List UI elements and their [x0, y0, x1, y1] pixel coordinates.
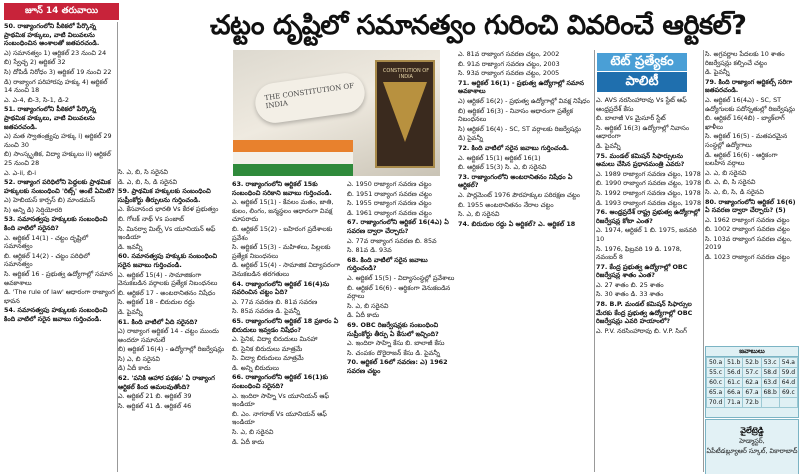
answer-key-table — [706, 357, 798, 408]
answer-cell: 63.d — [761, 378, 779, 388]
constitution-photo — [233, 50, 440, 176]
answer-cell: 68.b — [761, 388, 779, 398]
question-text: 54. సమానత్వపు హక్కులకు సంబంధించి కింది వాటిలో సరైన జవాబు గుర్తించండి. — [4, 306, 108, 323]
answer-cell: 51.b — [725, 358, 743, 368]
answer-cell — [761, 398, 779, 408]
option-text: డి) పైవన్నీ — [458, 134, 484, 143]
option-text: ఎ) రాజ్యాంగ ఆర్టికల్ 14 - చట్టం ముందు అందరూ సమానులే — [118, 327, 219, 344]
answer-cell: 57.c — [743, 368, 761, 378]
option-text: డి. అన్ని బిరుదులు — [232, 363, 279, 372]
option-text: ఎ. 1974, ఆర్టికల్ 1 బి. 1975, జనవరి 10 — [596, 226, 697, 243]
constitution-book: CONSTITUTION OF INDIA — [375, 60, 435, 168]
option-text: బి. సైనిక బిరుదులు మాత్రమే — [232, 344, 303, 353]
option-text: సి. 103వ రాజ్యాంగ సవరణ చట్టం, 2019 — [705, 234, 792, 252]
option-text: ఎ. ఇందిరా సాహ్ని కేసు బి. బాలాజీ కేసు — [347, 339, 445, 348]
option-text: ఎ. P.V. నరసింహారావు బి. V.P. సింగ్ — [596, 326, 687, 335]
option-text: సి. మినర్వా మిల్స్ Vs యూనియన్ ఆఫ్ ఇండియా — [118, 224, 216, 242]
option-text: సి. ఆర్టికల్ 16(5) - మతపరమైన సంస్థల్లో ఉద్యోగాలు — [705, 132, 788, 149]
option-text: సి. 81వ డి. 93వ — [347, 246, 392, 255]
article-headline: చట్టం దృష్టిలో సమానత్వం గురించి వివరించే ఆర్టికల్? — [210, 10, 747, 41]
question-column-1 — [4, 22, 116, 472]
question-text: 51. రాజ్యాంగంలోని పీఠికలో పేర్కొన్న ప్రాథమిక హక్కులు, వాటి విలువలను జతపరచండి. — [4, 105, 96, 131]
option-text: బి. 1955 అంటరానితనం నేరాల చట్టం — [458, 200, 554, 209]
option-text: ఎ. పార్లమెంట్ 1976 పౌరహక్కుల పరిరక్షణ చట్టం — [458, 190, 580, 199]
option-text: ఎ. ఆర్టికల్ 16(4ఎ) - SC, ST ఉద్యోగులకు పదోన్నతుల్లో రిజర్వేషన్లు — [705, 95, 795, 113]
author-name: వైలేట్రెడ్డి — [740, 426, 764, 435]
question-text: 72. కింది వాటిలో సరైన జవాబు గుర్తించండి. — [458, 143, 570, 152]
question-text: 61. కింది వాటిలో ఏది సరైనది? — [118, 317, 198, 326]
option-text: సి. ఆర్టికల్ 16 - ప్రభుత్వ ఉద్యోగాల్లో సమాన అవకాశాలు — [4, 270, 113, 287]
answer-cell: 55.c — [707, 368, 725, 378]
answer-cell: 62.a — [743, 378, 761, 388]
answer-cell: 60.c — [707, 378, 725, 388]
option-text: సి. 30 శాతం డి. 33 శాతం — [596, 290, 664, 299]
answer-cell: 67.a — [743, 388, 761, 398]
option-text: బి) ఆర్టికల్ 16(4) - ఉద్యోగాల్లో రిజర్వేషన్లు — [118, 345, 225, 354]
answer-cell: 64.d — [779, 378, 797, 388]
question-text: 74. బిరుదుల రద్దు ఏ ఆర్టికల్? ఎ. ఆర్టికల్ 18 — [458, 219, 576, 228]
question-text: 60. సమానత్వపు హక్కుకు సంబంధించి సరైన జవాబు గుర్తించండి. — [118, 252, 217, 269]
option-text: ఎ. ఎ-ii, బి-i — [4, 168, 37, 177]
option-text: సి. అగ్రవర్ణాల పేదలకు 10 శాతం రిజర్వేషన్లు కల్పించే చట్టం — [705, 50, 785, 67]
option-text: సి. 93వ రాజ్యాంగ సవరణ చట్టం, 2005 — [458, 69, 560, 78]
question-column-7 — [705, 50, 797, 344]
question-text: 79. కింది రాజ్యాంగ ఆర్టికల్స్ సరిగా జతపరచండి. — [705, 77, 793, 95]
option-text: ఎ. 1950 రాజ్యాంగ సవరణ చట్టం — [347, 180, 432, 188]
option-text: బి. ఆర్టికల్ 17 - అంటరానితనం నిషేధం — [118, 288, 216, 297]
option-text: ఎ. ఆర్టికల్ 15(4) - సామాజికంగా వెనుకబడిన వర్గాలకు ప్రత్యేక నిబంధనలు — [118, 270, 218, 288]
option-text: సి) దోపిడీ నిరోధం 3) ఆర్టికల్ 19 నుంచి 22 — [4, 67, 112, 76]
option-text: డి) రాజ్యాంగ పరిహారపు హక్కు 4) ఆర్టికల్ 14 నుంచి 18 — [4, 77, 108, 95]
answer-cell: 61.c — [725, 378, 743, 388]
option-text: ఎ. 1962 రాజ్యాంగ సవరణ చట్టం — [705, 215, 790, 224]
option-text: ఎ. AVS నరసింహారావు Vs స్టేట్ ఆఫ్ ఆంధ్రప్రదేశ్ కేసు — [596, 96, 687, 113]
answer-key-title: జవాబులు — [706, 347, 798, 357]
question-text: 52. రాజ్యాంగ పరిధిలోని పెద్దలకు ప్రాథమిక హక్కులకు సంబంధించి 'రిట్స్' అంటే ఏమిటి? — [4, 178, 115, 195]
option-text: సి. ఎ, బి సరైనవి — [458, 210, 500, 219]
author-place: ఏపీటీడబ్ల్యూఆర్ స్కూల్, వికారాబాద్ — [706, 447, 798, 455]
option-text: బి. ఆర్టికల్ 15(3) సి. ఎ, బి సరైనవి — [458, 163, 547, 172]
option-text: డి. ఇవన్నీ — [118, 242, 143, 251]
question-text: 65. రాజ్యాంగంలోని ఆర్టికల్ 18 ప్రకారం ఏ బిరుదులు ఇవ్వడం నిషేధం? — [232, 316, 339, 334]
option-text: సి. ఎ, బి సరైనవి — [232, 428, 274, 437]
option-text: డి. 1961 రాజ్యాంగ సవరణ చట్టం — [347, 208, 432, 217]
option-text: సి. 1976, ఫిబ్రవరి 19 డి. 1978, నవంబర్ 8 — [596, 244, 682, 262]
question-column-4 — [347, 180, 457, 472]
answer-row — [707, 388, 798, 398]
question-text: 77. కేంద్ర ప్రభుత్వ ఉద్యోగాల్లో OBC రిజర్వేషన్ల శాతం ఎంత? — [596, 262, 688, 280]
option-text: బి. 91వ రాజ్యాంగ సవరణ చట్టం, 2003 — [458, 59, 560, 68]
question-text: 63. రాజ్యాంగంలోని ఆర్టికల్ 15కు సంబంధించి సరికాని జవాబు గుర్తించండి. — [232, 180, 332, 197]
answer-cell: 72.b — [743, 398, 761, 408]
option-text: బి. 1002 రాజ్యాంగ సవరణ చట్టం — [705, 225, 790, 234]
question-text: 53. సమానత్వపు హక్కులకు సంబంధించి కింది వాటిలో సరైనది? — [4, 215, 108, 233]
option-text: డి. పైవన్నీ — [705, 68, 730, 77]
option-text: సి. 1992 రాజ్యాంగ సవరణ చట్టం, 1978 — [596, 188, 701, 197]
option-text: సి. ఆర్టికల్ 18 - బిరుదుల రద్దు — [118, 298, 195, 307]
answer-cell: 54.a — [779, 358, 797, 368]
answer-cell: 66.a — [725, 388, 743, 398]
option-text: బి. 1951 రాజ్యాంగ సవరణ చట్టం — [347, 189, 432, 198]
question-text: 78. B.P. మండల్ కమిషన్ సిఫార్సుల మేరకు కేంద్ర ప్రభుత్వ ఉద్యోగాల్లో OBC రిజర్వేషన్లు ఎవరి హయాంలో? — [596, 300, 693, 326]
option-text: బి. బాలాజీ Vs మైసూర్ స్టేట్ — [596, 114, 666, 123]
constitution-scroll: THE CONSTITUTION OF INDIA — [253, 71, 367, 126]
question-column-6 — [596, 96, 702, 472]
option-text: సి. చంపకం దొరైరాజన్ కేసు డి. పైవన్నీ — [347, 348, 440, 357]
author-role: హెడ్మాస్టర్, — [739, 437, 765, 445]
option-text: డి. ఆర్టికల్ 16(6) - ఆర్థికంగా బలహీన వర్గాలు — [705, 150, 778, 168]
option-text: డి. పైవన్నీ — [118, 307, 143, 316]
india-flag — [233, 140, 353, 176]
author-byline — [705, 419, 799, 474]
option-text: సి. 85వ సవరణ డి. పైవన్నీ — [232, 307, 300, 316]
option-text: ఎ. ఆర్టికల్ 15(1) - కేవలం మతం, జాతి, కులం, లింగం, జన్మస్థలం ఆధారంగా వివక్ష చూపరాదు — [232, 198, 334, 224]
option-text: బి) ఆర్టికల్ 16(3) - నివాసం ఆధారంగా ప్రత్యేక నిబంధనలు — [458, 106, 573, 124]
answer-cell: 70.d — [707, 398, 725, 408]
option-text: డి. 'The rule of law' ఆధారంగా రాజ్యాంగ భావన — [4, 288, 115, 305]
answer-row — [707, 378, 798, 388]
option-text: డి. ఏదీ కాదు — [347, 311, 380, 320]
option-text: బి) సాంస్కృతిక, విద్యా హక్కులు ii) ఆర్టికల్ 25 నుంచి 28 — [4, 150, 111, 167]
option-text: బి. గోలక్ నాథ్ Vs పంజాబ్ — [118, 214, 184, 223]
option-text: బి. ఆర్టికల్ 16(6) - ఆర్థికంగా వెనుకబడిన వర్గాలు — [347, 283, 451, 301]
question-text: 59. ప్రాథమిక హక్కులకు సంబంధించి సుప్రీంకోర్టు తీర్పులను గుర్తించండి. — [118, 187, 211, 204]
option-text: ఎ. 81వ రాజ్యాంగ సవరణ చట్టం, 2002 — [458, 50, 560, 58]
answer-key-box — [705, 346, 799, 418]
column-divider — [703, 50, 704, 472]
question-text: 68. కింది వాటిలో సరైన జవాబు గుర్తించండి? — [347, 255, 428, 273]
column-divider — [594, 50, 595, 472]
column-divider — [117, 22, 118, 472]
question-text: 75. మండల్ కమిషన్ సిఫార్సులను అమలు చేసిన ప్రధానమంత్రి ఎవరు? — [596, 151, 685, 169]
question-text: 69. OBC రిజర్వేషన్లకు సంబంధించి సుప్రీంకోర్టు తీర్పు ఏ కేసులో ఇచ్చింది? — [347, 320, 439, 338]
option-text: ఎ. ఆర్టికల్ 15(1) ఆర్టికల్ 16(1) — [458, 153, 541, 162]
option-text: బి. ఆర్టికల్ 16(4బి) - బ్యాక్‌లాగ్ ఖాళీలు — [705, 114, 785, 131]
option-text: బి. ఎం. నాగరాజ్ Vs యూనియన్ ఆఫ్ ఇండియా — [232, 409, 327, 427]
option-text: డి. పైవన్నీ — [596, 141, 621, 150]
option-text: బి. ఆర్టికల్ 15(2) - బహిరంగ ప్రదేశాలకు ప్రవేశం — [232, 224, 333, 242]
section-badge: జూన్ 14 తరువాయి — [4, 3, 119, 20]
option-text: ఎ. 1989 రాజ్యాంగ సవరణ చట్టం, 1978 — [596, 169, 701, 178]
option-text: ఎ. ఎ-4, బి-3, సి-1, డి-2 — [4, 95, 69, 104]
option-text: ఎ. 27 శాతం బి. 25 శాతం — [596, 280, 664, 289]
option-text: ఎ) మత స్వాతంత్ర్యపు హక్కు i) ఆర్టికల్ 29 నుంచి 30 — [4, 132, 112, 149]
question-text: 66. రాజ్యాంగంలోని ఆర్టికల్ 16(1)కు సంబంధించి సరైనది? — [232, 373, 329, 391]
option-text: ఎ. ఎ, బి సరైనవి — [705, 168, 747, 177]
option-text: ఎ. సైనిక, విద్యా బిరుదులు మినహా — [232, 335, 318, 344]
option-text: డి. ఎ, బి, సి, డి సరైనవి — [118, 177, 178, 186]
option-text: ఎ) సమానత్వం 1) ఆర్టికల్ 23 నుంచి 24 — [4, 48, 107, 57]
answer-cell: 58.d — [761, 368, 779, 378]
option-text: ఎ) ఆర్టికల్ 16(2) - ప్రభుత్వ ఉద్యోగాల్లో వివక్ష నిషేధం — [458, 96, 590, 105]
option-text: డి. ఆర్టికల్ 15(4) - సామాజిక విద్యాపరంగా వెనుకబడిన తరగతులు — [232, 261, 340, 278]
question-text: 64. రాజ్యాంగంలోని ఆర్టికల్ 16(4)ను సవరించిన చట్టం ఏది? — [232, 279, 330, 297]
option-text: బి. ఆర్టికల్ 14(2) - చట్టం పరిధిలో సమానత్వం — [4, 251, 90, 269]
question-text: 80. రాజ్యాంగంలోని ఆర్టికల్ 16(6) ఏ సవరణ ద్వారా చేర్చారు? (5) — [705, 197, 796, 215]
question-text: 73. రాజ్యాంగంలోని అంటరానితనం నిషేధం ఏ ఆర్టికల్? — [458, 172, 573, 190]
option-text: సి. 1955 రాజ్యాంగ సవరణ చట్టం — [347, 199, 432, 208]
option-text: ఎ. ఆర్టికల్ 14(1) - చట్టం దృష్టిలో సమానత్వం — [4, 233, 89, 251]
option-text: ఎ. ఇందిరా సాహ్ని Vs యూనియన్ ఆఫ్ ఇండియా — [232, 391, 330, 409]
option-text: సి) ఆర్టికల్ 16(4) - SC, ST వర్గాలకు రిజర్వేషన్లు — [458, 124, 581, 133]
option-text: సి. ఆర్టికల్ 15(3) - మహిళలు, పిల్లలకు ప్రత్యేక నిబంధనలు — [232, 243, 331, 260]
answer-cell: 56.d — [725, 368, 743, 378]
option-text: ఎ. 77వ రాజ్యాంగ సవరణ బి. 85వ — [347, 236, 437, 245]
question-text: 76. ఆంధ్రప్రదేశ్ రాష్ట్ర ప్రభుత్వ ఉద్యోగాల్లో రిజర్వేషన్ల కోటా ఎంత? — [596, 208, 700, 225]
answer-row — [707, 368, 798, 378]
question-column-5 — [458, 50, 593, 472]
option-text: డి. 1993 రాజ్యాంగ సవరణ చట్టం, 1978 — [596, 198, 702, 207]
option-text: డి) ఏదీ కాదు — [118, 364, 151, 373]
option-text: సి) అన్ని డి) సెర్షియోరరి — [4, 205, 63, 214]
question-text: 70. ఆర్టికల్ 16లో సవరణ: ఎ) 1962 సవరణ చట్టం — [347, 358, 448, 375]
option-text: సి. ఎ, బి, సి, డి సరైనవి — [705, 187, 764, 196]
answer-cell: 69.c — [779, 388, 797, 398]
question-column-3 — [232, 180, 344, 472]
answer-cell: 65.a — [707, 388, 725, 398]
option-text: ఎ. 77వ సవరణ బి. 81వ సవరణ — [232, 297, 318, 306]
option-text: సి) ఎ, బి సరైనవి — [118, 354, 160, 363]
option-text: సి. ఎ, బి, సి సరైనవి — [118, 168, 168, 176]
answer-cell: 59.d — [779, 368, 797, 378]
option-text: సి. విద్యా బిరుదులు మాత్రమే — [232, 354, 304, 363]
option-text: ఎ. కేసవానంద భారతి Vs కేరళ ప్రభుత్వం — [118, 205, 219, 214]
option-text: డి. 1023 రాజ్యాంగ సవరణ చట్టం — [705, 253, 790, 262]
question-text: 71. ఆర్టికల్ 16(1) - ప్రభుత్వ ఉద్యోగాల్లో సమాన అవకాశాలు — [458, 78, 585, 96]
answer-cell: 52.b — [743, 358, 761, 368]
answer-row — [707, 398, 798, 408]
option-text: సి. ఎ, బి సరైనవి — [347, 301, 389, 310]
question-text: 67. రాజ్యాంగంలోని ఆర్టికల్ 16(4ఎ) ఏ సవరణ ద్వారా చేర్చారు? — [347, 218, 449, 235]
question-text: 50. రాజ్యాంగంలోని పీఠికలో పేర్కొన్న ప్రాథమిక హక్కులు, వాటి విలువలను సంబంధించిన అంశాల‌తో జతపరచండి. — [4, 22, 100, 48]
option-text: ఎ. ఆర్టికల్ 15(5) - విద్యాసంస్థల్లో ప్రవేశాలు — [347, 273, 455, 282]
answer-cell: 53.c — [761, 358, 779, 368]
option-text: సి. ఆర్టికల్ 16(3) ఉద్యోగాల్లో నివాసం ఆధారంగా — [596, 123, 690, 141]
option-text: సి. ఆర్టికల్ 41 డి. ఆర్టికల్ 46 — [118, 401, 192, 410]
option-text: డి. ఏదీ కాదు — [232, 437, 265, 446]
option-text: బి) స్వేచ్ఛ 2) ఆర్టికల్ 32 — [4, 58, 66, 67]
answer-cell: 71.a — [725, 398, 743, 408]
answer-cell — [779, 398, 797, 408]
option-text: బి. 1990 రాజ్యాంగ సవరణ చట్టం, 1978 — [596, 179, 702, 188]
answer-cell: 50.a — [707, 358, 725, 368]
question-column-2 — [118, 168, 228, 472]
polity-label: పాలిటీ — [597, 72, 687, 92]
option-text: బి. ఎ, బి, సి సరైనవి — [705, 178, 756, 187]
question-text: 62. 'పనికి ఆహార పథకం' ఏ రాజ్యాంగ ఆర్టికల్ కింద అమలవుతోంది? — [118, 374, 215, 391]
option-text: ఎ. ఆర్టికల్ 21 బి. ఆర్టికల్ 39 — [118, 392, 192, 401]
answer-row — [707, 358, 798, 368]
tet-special-label: టెట్ ప్రత్యేకం — [597, 53, 687, 71]
option-text: ఎ) హెబియస్ కార్పస్ బి) మాండమస్ — [4, 196, 96, 205]
